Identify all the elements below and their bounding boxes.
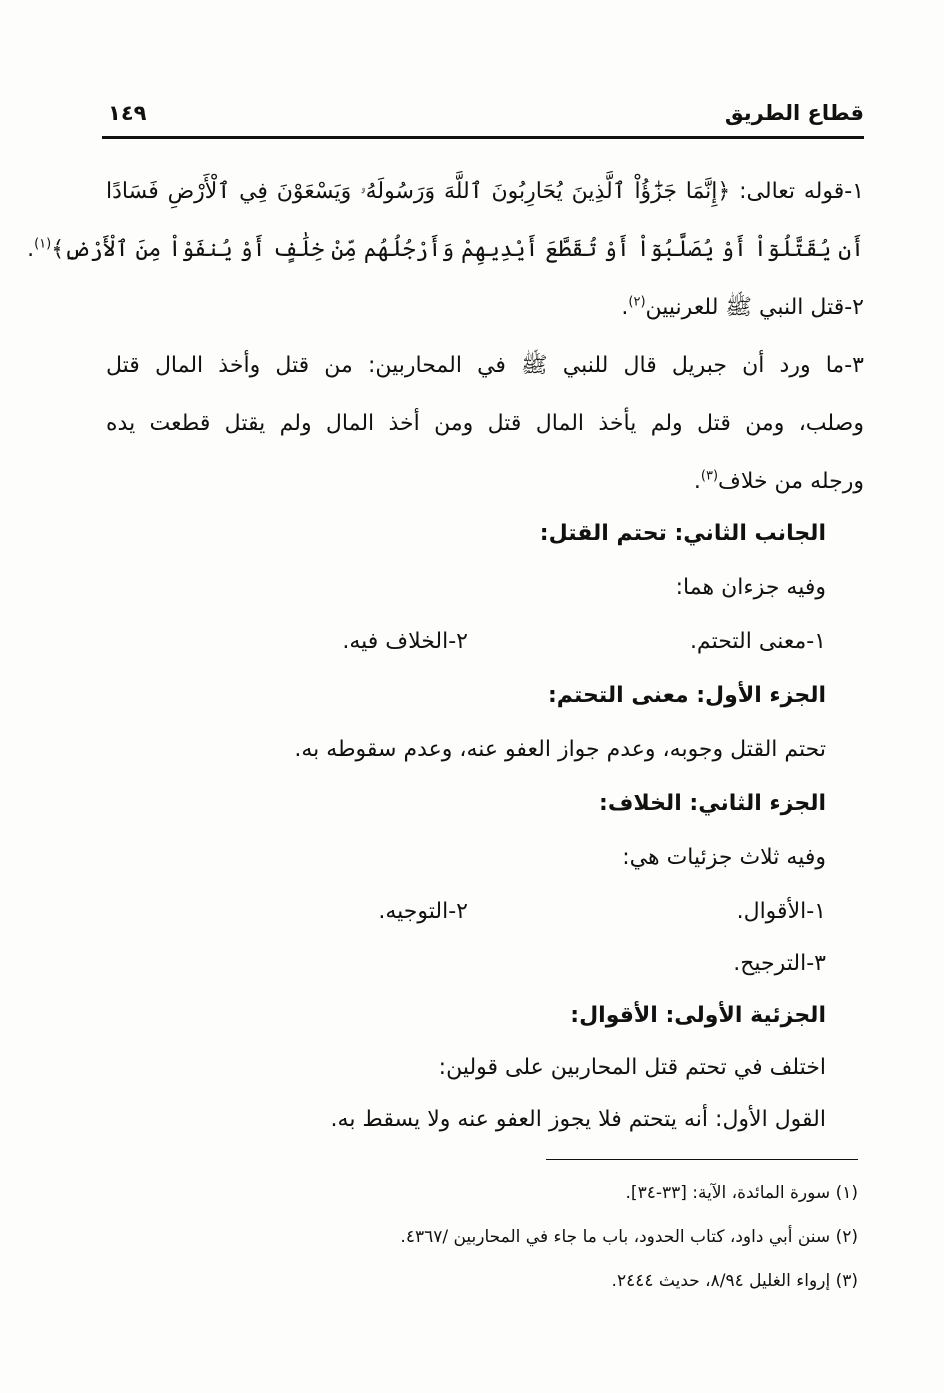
line-end-punct: . — [621, 295, 629, 320]
footnote-2: (٢) سنن أبي داود، كتاب الحدود، باب ما جاء في المحاربين /٤٣٦٧. — [400, 1227, 858, 1247]
line-end-punct: . — [27, 237, 35, 262]
evidence-2: ٢-قتل النبي ﷺ للعرنيين — [645, 295, 864, 320]
section-heading-1: الجانب الثاني: تحتم القتل: — [539, 521, 826, 546]
line-end-punct: . — [693, 469, 701, 494]
page-number: ١٤٩ — [108, 101, 147, 125]
section-heading-4: الجزئية الأولى: الأقوال: — [570, 1003, 826, 1028]
footnote-ref-1: (١) — [34, 236, 52, 252]
list-item-2: ٢-الخلاف فيه. — [342, 629, 468, 654]
footnote-ref-2: (٢) — [628, 294, 646, 310]
paragraph-line-13: وفيه ثلاث جزئيات هي: — [622, 845, 826, 870]
item-lead: ١-قوله تعالى: — [730, 179, 864, 204]
paragraph-line-18: القول الأول: أنه يتحتم فلا يجوز العفو عنه ولا يسقط به. — [330, 1107, 826, 1132]
paragraph-line-3 — [106, 288, 864, 328]
paragraph-line-11: تحتم القتل وجوبه، وعدم جواز العفو عنه، وعدم سقوطه به. — [294, 737, 826, 762]
footnote-divider — [546, 1159, 858, 1160]
evidence-3-end: ورجله من خلاف — [718, 469, 864, 494]
quran-verse-part-2: أَن يُقَتَّلُوٓاْ أَوْ يُصَلَّبُوٓاْ أَوْ تُقَطَّعَ أَيْدِيهِمْ وَأَرْجُلُهُم مِّنْ خِلَٰفٍ أَوْ يُنفَوْاْ مِنَ ٱلْأَرْضِ﴾ — [51, 237, 864, 262]
paragraph-line-2 — [27, 230, 864, 270]
footnote-ref-3: (٣) — [700, 468, 719, 484]
section-heading-3: الجزء الثاني: الخلاف: — [599, 791, 826, 816]
paragraph-line-8: وفيه جزءان هما: — [675, 575, 826, 600]
footnote-1: (١) سورة المائدة، الآية: [٣٣-٣٤]. — [625, 1183, 858, 1203]
running-header-title: قطاع الطريق — [724, 101, 864, 125]
quran-verse-part-1: ﴿إِنَّمَا جَزَٰٓؤُاْ ٱلَّذِينَ يُحَارِبُونَ ٱللَّهَ وَرَسُولَهُۥ وَيَسْعَوْنَ فِي ٱلْأَرْضِ فَسَادًا — [106, 179, 731, 204]
list-item-5: ٣-الترجيح. — [733, 951, 826, 976]
footnote-3: (٣) إرواء الغليل ٨/٩٤، حديث ٢٤٤٤. — [611, 1271, 858, 1291]
section-heading-2: الجزء الأول: معنى التحتم: — [548, 683, 826, 708]
paragraph-line-17: اختلف في تحتم قتل المحاربين على قولين: — [438, 1055, 826, 1080]
list-item-4: ٢-التوجيه. — [378, 899, 468, 924]
list-item-1: ١-معنى التحتم. — [689, 629, 826, 654]
header-divider — [102, 136, 864, 139]
paragraph-line-1 — [106, 172, 864, 212]
paragraph-line-4: ٣-ما ورد أن جبريل قال للنبي ﷺ في المحاربين: من قتل وأخذ المال قتل — [106, 353, 864, 378]
list-item-3: ١-الأقوال. — [736, 899, 826, 924]
paragraph-line-5: وصلب، ومن قتل ولم يأخذ المال قتل ومن أخذ المال ولم يقتل قطعت يده — [106, 411, 864, 436]
paragraph-line-6 — [106, 462, 864, 502]
